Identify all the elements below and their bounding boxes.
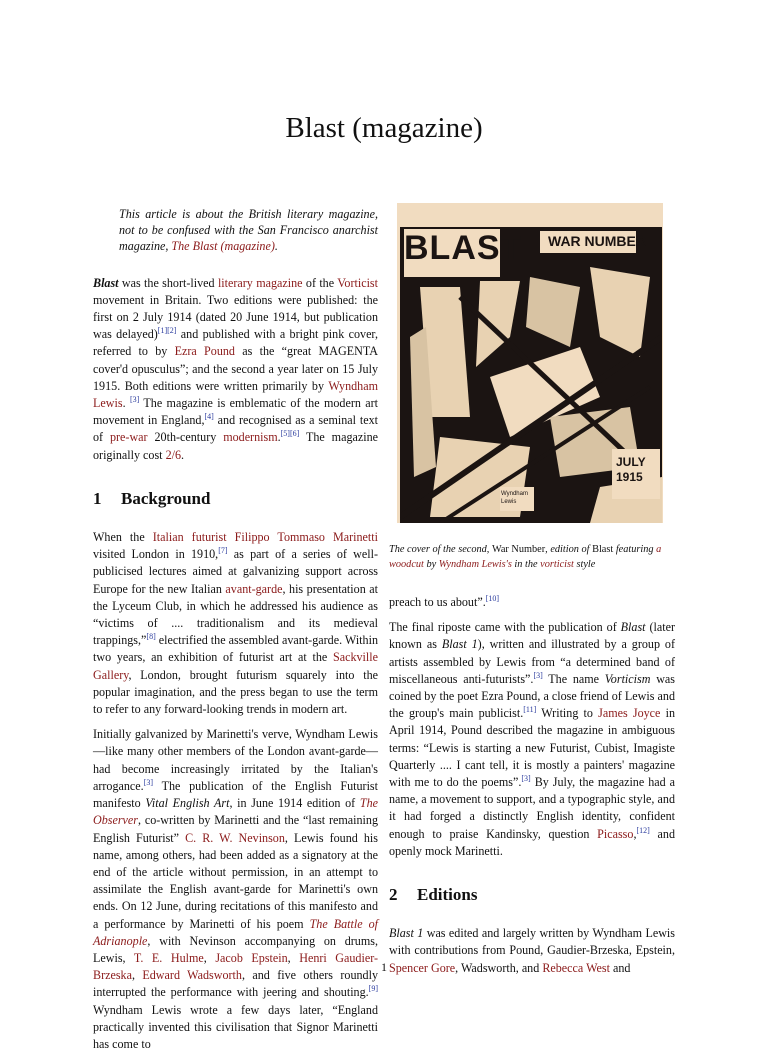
text-run: and recognised as a seminal text of	[93, 413, 378, 445]
upright-term: War Number	[491, 544, 546, 555]
background-paragraph-1	[93, 529, 378, 718]
page-title: Blast (magazine)	[285, 112, 483, 144]
woodcut-artwork	[400, 217, 662, 523]
text-run: ), written and illustrated by a group of artists assembled by Lewis from “a determined band of miscellaneous anti-futurists”.	[389, 637, 675, 686]
text-run: Initially galvanized by Marinetti's verve, Wyndham Lewis—like many other members of the London avant-garde—had become increasingly irritated by the Italian's arrogance.	[93, 727, 378, 793]
background-paragraph-3	[389, 619, 675, 860]
inline-link[interactable]: C. R. W. Nevinson	[185, 830, 285, 845]
text-run: in the	[511, 559, 541, 570]
text-run: ,	[633, 826, 637, 841]
text-run: Wyndham Lewis wrote a few days later, “England practically invented this civilisation that Signor Marinetti has come to	[93, 1002, 378, 1051]
text-run: in April 1914, Pound described the magazine in ambiguous terms: “Lewis is starting a new Futurist, Cubist, Imagiste Quarterly .... I cant tell, it is mostly a painters' magazine with me to do the poems”.	[389, 706, 675, 790]
war-number-text: WAR NUMBER	[548, 233, 646, 249]
text-run: , with Nevinson accompanying on drums, Lewis,	[93, 933, 378, 965]
italic-term: Blast	[620, 620, 646, 635]
text-run: by	[423, 559, 439, 570]
text-run: The magazine originally cost	[93, 430, 379, 462]
citation-ref[interactable]: [4]	[204, 412, 214, 422]
citation-ref[interactable]: [3]	[533, 670, 543, 680]
text-run: The publication of the English Futurist manifesto	[93, 778, 378, 811]
text-run: , edition of	[545, 544, 593, 555]
text-run: of the	[302, 275, 338, 290]
text-run: .	[277, 430, 281, 445]
text-run: By July, the magazine had a name, a movement to support, and a typographic style, and it had forged a distinctly English identity, confident enough to praise Kandinsky, question	[389, 775, 675, 841]
inline-link[interactable]: Henri Gaudier-Brzeska	[93, 950, 379, 983]
text-run: The cover of the second,	[389, 544, 492, 555]
section-title: Editions	[417, 885, 478, 905]
section-heading-background	[93, 490, 378, 507]
bold-term: Blast	[93, 275, 119, 290]
background-paragraph-2	[93, 726, 378, 1053]
citation-ref[interactable]: [11]	[523, 705, 537, 715]
citation-ref[interactable]: [12]	[636, 825, 650, 835]
text-run: The magazine is emblematic of the modern art movement in England,	[93, 396, 378, 428]
intro-paragraph	[93, 275, 378, 464]
hatnote-end: .	[274, 239, 278, 254]
text-run: .	[181, 447, 185, 462]
inline-link[interactable]: The Observer	[93, 796, 379, 828]
text-run: featuring	[613, 544, 657, 555]
page-number: 1	[381, 960, 387, 974]
inline-link[interactable]: Wyndham Lewis	[93, 378, 378, 411]
text-run: .	[122, 396, 130, 411]
citation-ref[interactable]: [1][2]	[157, 326, 177, 336]
cover-date-text: JULY 1915	[616, 455, 646, 484]
text-run: ,	[203, 950, 216, 965]
text-run: style	[573, 559, 596, 570]
cover-signature: Wyndham Lewis	[501, 491, 528, 505]
inline-link[interactable]: modernism	[223, 430, 278, 445]
cover-image	[397, 203, 663, 523]
hatnote-link[interactable]: The Blast (magazine)	[171, 239, 275, 254]
inline-link[interactable]: Filippo Tommaso Marinetti	[234, 530, 378, 545]
italic-term: Blast 1	[389, 926, 424, 941]
section-number: 1	[93, 488, 102, 508]
inline-link[interactable]: Rebecca West	[542, 960, 610, 975]
text-run: , Lewis found his name, among others, had been added as a signatory at the end of the article without permission, in an attempt to assimilate the English avant-garde for Marinetti's own ends. On 12 June, during recitations of this manifesto and a performance by Marinetti of his poem	[93, 830, 378, 931]
text-run: 20th-century	[147, 430, 224, 445]
inline-link[interactable]: pre-war	[109, 430, 148, 445]
inline-link[interactable]: avant-garde	[225, 581, 283, 596]
text-run: ,	[131, 968, 143, 983]
text-run: Writing to	[536, 706, 599, 721]
text-run: When the	[93, 530, 153, 545]
italic-term: Vital English Art	[145, 796, 230, 811]
hatnote	[93, 206, 378, 255]
text-run: , in June 1914 edition of	[229, 796, 360, 811]
text-run: visited London in 1910,	[93, 547, 219, 562]
upright-term: Blast	[592, 544, 614, 555]
text-run: and	[609, 960, 631, 975]
inline-link[interactable]: literary magazine	[217, 275, 303, 290]
inline-link[interactable]: a woodcut	[389, 544, 662, 570]
text-run: movement in Britain. Two editions were published: the first on 2 July 1914 (dated 20 June 1914, but publication was delayed)	[93, 292, 378, 342]
italic-term: Blast 1	[441, 637, 478, 652]
inline-link[interactable]: Picasso	[597, 826, 634, 841]
inline-link[interactable]: T. E. Hulme	[133, 950, 204, 965]
section-title: Background	[121, 488, 211, 508]
inline-link[interactable]: Spencer Gore	[389, 960, 456, 975]
text-run: The final riposte came with the publication of	[389, 620, 621, 635]
inline-link[interactable]: Jacob Epstein	[215, 950, 288, 965]
inline-link[interactable]: Vorticist	[337, 275, 378, 290]
hatnote-text: This article is about the British literary magazine, not to be confused with the San Francisco anarchist magazine,	[119, 207, 378, 254]
text-run: , co-written by Marinetti and the “last remaining English Futurist”	[93, 813, 378, 845]
citation-ref[interactable]: [3]	[129, 395, 140, 404]
text-run: The name	[542, 671, 605, 686]
inline-link[interactable]: vorticist	[540, 559, 574, 570]
inline-link[interactable]: Sackville Gallery	[93, 650, 378, 682]
text-run: electrified the assembled avant-garde. Within two years, an exhibition of futurist art at the	[93, 633, 378, 665]
text-run: , Wadsworth, and	[455, 960, 543, 975]
text-run: was the short-lived	[118, 275, 218, 290]
citation-ref[interactable]: [3]	[143, 777, 154, 787]
background-paragraph-2-continued	[389, 594, 675, 611]
text-run: , London, brought futurism squarely into the popular imagination, and the press began to use the term to refer to any forward-looking trends in modern art.	[93, 667, 378, 717]
inline-link[interactable]: 2/6	[165, 447, 182, 462]
citation-ref[interactable]: [8]	[146, 632, 156, 642]
citation-ref[interactable]: [7]	[218, 546, 228, 556]
text-run: was edited and largely written by Wyndham Lewis with contributions from Pound, Gaudier-Brzeska, Epstein,	[389, 926, 675, 958]
inline-link[interactable]: Edward Wadsworth	[142, 968, 242, 983]
left-column	[93, 206, 378, 1061]
inline-link[interactable]: Wyndham Lewis's	[438, 559, 512, 570]
citation-ref[interactable]: [5][6]	[280, 429, 300, 439]
text-run: ,	[287, 950, 300, 965]
section-heading-editions	[389, 886, 675, 903]
citation-ref[interactable]: [10]	[485, 593, 500, 603]
inline-link[interactable]: James Joyce	[598, 706, 661, 721]
right-column	[389, 594, 675, 985]
citation-ref[interactable]: [3]	[521, 774, 531, 783]
inline-link[interactable]: Ezra Pound	[174, 344, 235, 359]
text-run: , his presentation at the Lyceum Club, in which he addressed his audience as “victims of .... traditionalism and its medieval trappings,”	[93, 581, 378, 648]
text-run: as the “great MAGENTA cover'd opusculus”; and the second a year later on 15 July 1915. Both editions were written primarily by	[93, 344, 378, 393]
blast-logo-text: BLAST	[404, 229, 523, 267]
text-run: preach to us about”.	[389, 595, 486, 609]
inline-link[interactable]: The Battle of Adrianople	[93, 916, 378, 948]
text-run: and openly mock Marinetti.	[389, 826, 675, 858]
text-run: , and five others roundly interrupted the performance with jeering and shouting.	[93, 968, 379, 1000]
inline-link[interactable]: Italian futurist	[152, 530, 227, 545]
italic-term: Vorticism	[604, 671, 651, 686]
citation-ref[interactable]: [9]	[368, 984, 378, 994]
section-number: 2	[389, 885, 398, 905]
figure-caption	[389, 542, 689, 572]
text-run: (later known as	[389, 620, 675, 652]
text-run	[227, 530, 235, 544]
text-run: was coined by the poet Ezra Pound, a close friend of Lewis and the group's main publicist.	[389, 671, 675, 721]
text-run: and published with a bright pink cover, referred to by	[93, 327, 379, 359]
text-run: as part of a series of well-publicised lectures aimed at galvanizing support across Europe for the new Italian	[93, 547, 378, 596]
